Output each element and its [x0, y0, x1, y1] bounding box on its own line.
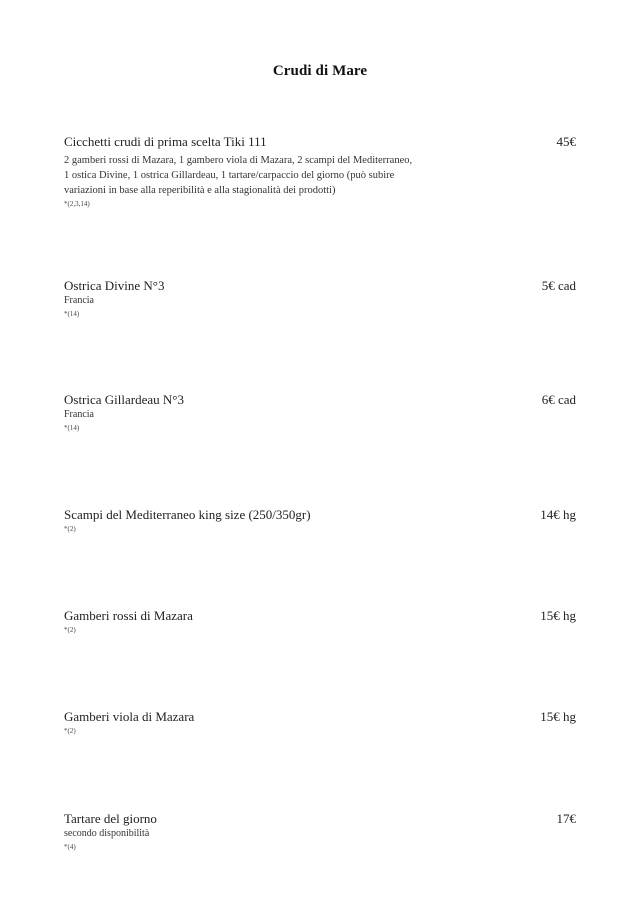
menu-item-price: 17€ [556, 811, 576, 826]
menu-item-allergens: *(2) [64, 525, 76, 533]
description-line: 1 ostica Divine, 1 ostrica Gillardeau, 1 tartare/carpaccio del giorno (può subire [64, 170, 395, 181]
menu-item-ostrica-divine [64, 278, 576, 319]
menu-item-origin: secondo disponibilità [64, 828, 150, 839]
menu-item-price: 6€ cad [541, 392, 576, 407]
menu-item-allergens: *(2,3,14) [64, 200, 90, 208]
menu-item-tartare [64, 811, 576, 852]
menu-item-cicchetti [64, 134, 576, 209]
menu-item-allergens: *(2) [64, 727, 76, 735]
menu-item-scampi [64, 507, 576, 534]
menu-item-allergens: *(2) [64, 626, 76, 634]
menu-item-allergens: *(4) [64, 843, 76, 851]
menu-item-gamberi-rossi [64, 608, 576, 635]
menu-item-ostrica-gillardeau [64, 392, 576, 433]
menu-item-name: Cicchetti crudi di prima scelta Tiki 111 [64, 134, 267, 149]
menu-item-name: Ostrica Gillardeau N°3 [64, 392, 184, 407]
menu-item-allergens: *(14) [64, 310, 80, 318]
menu-item-name: Tartare del giorno [64, 811, 157, 826]
description-line: 2 gamberi rossi di Mazara, 1 gambero viola di Mazara, 2 scampi del Mediterraneo, [64, 155, 413, 166]
menu-item-name: Gamberi viola di Mazara [64, 709, 195, 724]
menu-item-origin: Francia [64, 409, 94, 420]
menu-item-allergens: *(14) [64, 424, 80, 432]
menu-item-origin: Francia [64, 295, 94, 306]
menu-item-name: Ostrica Divine N°3 [64, 278, 165, 293]
menu-item-name: Scampi del Mediterraneo king size (250/350gr) [64, 507, 311, 522]
menu-item-price: 15€ hg [540, 709, 576, 724]
menu-item-gamberi-viola [64, 709, 576, 736]
menu-item-price: 14€ hg [540, 507, 576, 522]
menu-item-description [64, 153, 464, 198]
page-title: Crudi di Mare [272, 63, 368, 79]
menu-item-price: 5€ cad [541, 278, 576, 293]
menu-item-name: Gamberi rossi di Mazara [64, 608, 193, 623]
menu-item-price: 45€ [556, 134, 576, 149]
description-line: variazioni in base alla reperibilità e alla stagionalità dei prodotti) [64, 185, 336, 196]
menu-item-price: 15€ hg [540, 608, 576, 623]
